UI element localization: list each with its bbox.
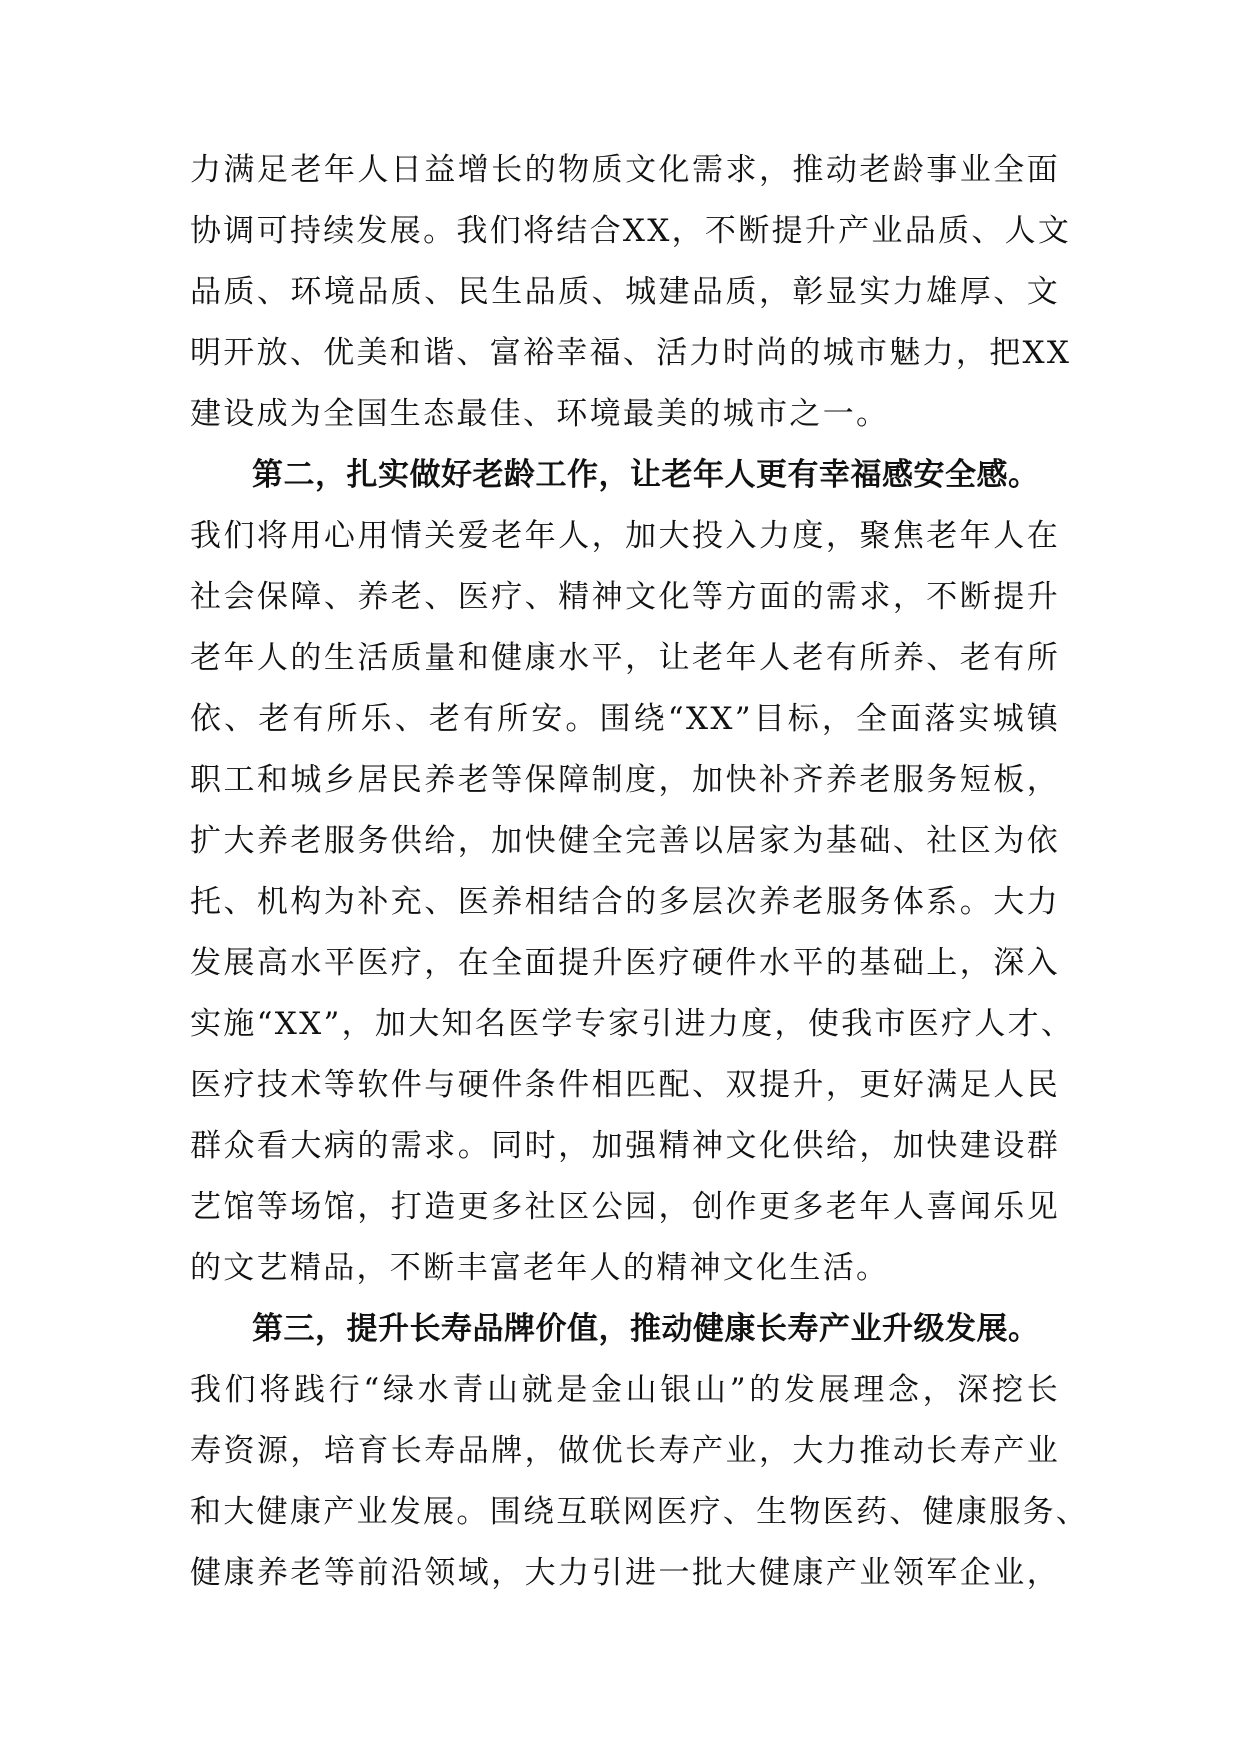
paragraph-2-line-6: 扩大养老服务供给，加快健全完善以居家为基础、社区为依 (190, 823, 1060, 859)
paragraph-2-line-10: 医疗技术等软件与硬件条件相匹配、双提升，更好满足人民 (190, 1067, 1060, 1103)
paragraph-1-line-3: 品质、环境品质、民生品质、城建品质，彰显实力雄厚、文 (190, 274, 1060, 310)
paragraph-2-line-11: 群众看大病的需求。同时，加强精神文化供给，加快建设群 (190, 1128, 1060, 1164)
paragraph-1-line-2: 协调可持续发展。我们将结合XX，不断提升产业品质、人文 (190, 213, 1072, 249)
paragraph-1-line-5: 建设成为全国生态最佳、环境最美的城市之一。 (190, 396, 890, 432)
paragraph-3-line-1: 我们将践行“绿水青山就是金山银山”的发展理念，深挖长 (190, 1372, 1060, 1408)
paragraph-2-line-4: 依、老有所乐、老有所安。围绕“XX”目标，全面落实城镇 (190, 701, 1060, 737)
section-heading-3: 第三，提升长寿品牌价值，推动健康长寿产业升级发展。 (252, 1311, 1040, 1347)
paragraph-3-line-4: 健康养老等前沿领域，大力引进一批大健康产业领军企业， (190, 1555, 1060, 1591)
paragraph-3-line-3: 和大健康产业发展。围绕互联网医疗、生物医药、健康服务、 (190, 1494, 1090, 1530)
paragraph-3-line-2: 寿资源，培育长寿品牌，做优长寿产业，大力推动长寿产业 (190, 1433, 1060, 1469)
paragraph-2-line-13: 的文艺精品，不断丰富老年人的精神文化生活。 (190, 1250, 890, 1286)
document-page (190, 140, 1090, 1604)
section-heading-2: 第二，扎实做好老龄工作，让老年人更有幸福感安全感。 (252, 457, 1040, 493)
paragraph-1-line-1: 力满足老年人日益增长的物质文化需求，推动老龄事业全面 (190, 152, 1060, 188)
paragraph-2-line-12: 艺馆等场馆，打造更多社区公园，创作更多老年人喜闻乐见 (190, 1189, 1060, 1225)
paragraph-2-line-8: 发展高水平医疗，在全面提升医疗硬件水平的基础上，深入 (190, 945, 1060, 981)
paragraph-2-line-7: 托、机构为补充、医养相结合的多层次养老服务体系。大力 (190, 884, 1060, 920)
paragraph-2-line-1: 我们将用心用情关爱老年人，加大投入力度，聚焦老年人在 (190, 518, 1060, 554)
paragraph-1-line-4: 明开放、优美和谐、富裕幸福、活力时尚的城市魅力，把XX (190, 335, 1072, 371)
paragraph-2-line-9: 实施“XX”，加大知名医学专家引进力度，使我市医疗人才、 (190, 1006, 1075, 1042)
paragraph-2-line-2: 社会保障、养老、医疗、精神文化等方面的需求，不断提升 (190, 579, 1060, 615)
paragraph-2-line-5: 职工和城乡居民养老等保障制度，加快补齐养老服务短板， (190, 762, 1060, 798)
paragraph-2-line-3: 老年人的生活质量和健康水平，让老年人老有所养、老有所 (190, 640, 1060, 676)
